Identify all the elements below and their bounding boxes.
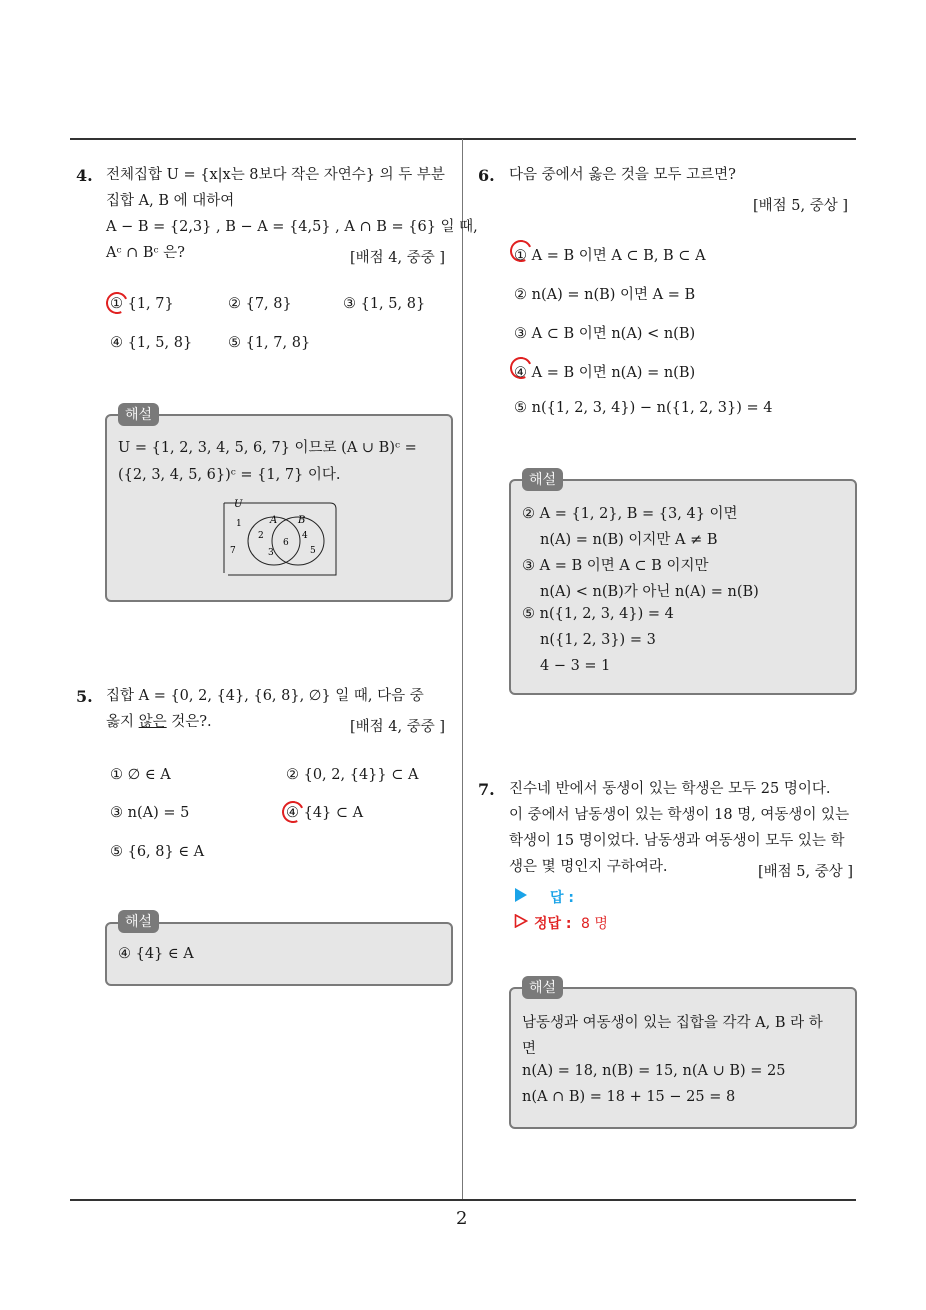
question-text: 이 중에서 남동생이 있는 학생이 18 명, 여동생이 있는 — [509, 807, 850, 823]
explanation-line: n(A) < n(B)가 아닌 n(A) = n(B) — [540, 584, 759, 600]
option-3[interactable]: ③ n(A) = 5 — [110, 805, 190, 821]
option-3[interactable]: ③ A ⊂ B 이면 n(A) < n(B) — [514, 326, 696, 342]
venn-label-b: B — [298, 515, 306, 526]
question-text: A − B = {2,3} , B − A = {4,5} , A ∩ B = {6} 일 때, — [106, 219, 478, 235]
column-divider — [462, 139, 463, 1201]
question-text-part: 옳지 — [106, 714, 139, 730]
answer-label: 답 : — [550, 890, 574, 906]
outline-triangle-icon — [514, 914, 528, 928]
venn-element: 1 — [236, 519, 242, 529]
explanation-line: n({1, 2, 3}) = 3 — [540, 632, 656, 648]
question-text: 진수네 반에서 동생이 있는 학생은 모두 25 명이다. — [509, 781, 831, 797]
question-text: 생은 몇 명인지 구하여라. — [509, 859, 668, 875]
question-number: 5. — [76, 687, 93, 706]
explanation-line: 4 − 3 = 1 — [540, 658, 611, 674]
question-text: 집합 A, B 에 대하여 — [106, 193, 235, 209]
explanation-text: ({2, 3, 4, 5, 6})ᶜ = {1, 7} 이다. — [118, 467, 341, 483]
explanation-line: n(A ∩ B) = 18 + 15 − 25 = 8 — [522, 1089, 736, 1105]
score-label: [배점 4, 중중 ] — [350, 719, 446, 735]
venn-element: 2 — [258, 531, 264, 541]
play-triangle-icon — [514, 888, 528, 902]
explanation-text: ④ {4} ∈ A — [118, 946, 194, 962]
option-1[interactable]: ① A = B 이면 A ⊂ B, B ⊂ A — [514, 248, 706, 264]
correct-answer-value: 8 명 — [581, 916, 608, 932]
option-2[interactable]: ② {0, 2, {4}} ⊂ A — [286, 767, 419, 783]
explanation-tag: 해설 — [118, 403, 159, 426]
option-4[interactable]: ④ {4} ⊂ A — [286, 805, 364, 821]
underlined-word: 않은 — [138, 714, 167, 730]
question-text-part: 것은?. — [166, 714, 212, 730]
question-number: 6. — [478, 166, 495, 185]
correct-answer-label: 정답 : — [534, 916, 572, 932]
question-number: 7. — [478, 780, 495, 799]
venn-diagram — [220, 493, 342, 581]
question-text: 학생이 15 명이었다. 남동생과 여동생이 모두 있는 학 — [509, 833, 845, 849]
option-1[interactable]: ① {1, 7} — [110, 296, 174, 312]
score-label: [배점 5, 중상 ] — [753, 198, 849, 214]
question-text: Aᶜ ∩ Bᶜ 은? — [106, 245, 185, 261]
venn-label-u: U — [234, 499, 243, 510]
bottom-rule — [70, 1199, 856, 1201]
venn-element: 4 — [302, 531, 308, 541]
question-text: 집합 A = {0, 2, {4}, {6, 8}, ∅} 일 때, 다음 중 — [106, 688, 424, 704]
explanation-line: 면 — [522, 1041, 537, 1057]
score-label: [배점 4, 중중 ] — [350, 250, 446, 266]
explanation-text: U = {1, 2, 3, 4, 5, 6, 7} 이므로 (A ∪ B)ᶜ = — [118, 440, 417, 456]
explanation-line: ⑤ n({1, 2, 3, 4}) = 4 — [522, 606, 674, 622]
question-text: 전체집합 U = {x|x는 8보다 작은 자연수} 의 두 부분 — [106, 167, 445, 183]
venn-element: 3 — [268, 548, 274, 558]
page-number: 2 — [456, 1208, 468, 1229]
venn-element: 6 — [283, 538, 289, 548]
option-2[interactable]: ② {7, 8} — [228, 296, 292, 312]
explanation-tag: 해설 — [522, 468, 563, 491]
option-4[interactable]: ④ A = B 이면 n(A) = n(B) — [514, 365, 696, 381]
option-5[interactable]: ⑤ {1, 7, 8} — [228, 335, 311, 351]
explanation-line: n(A) = n(B) 이지만 A ≠ B — [540, 532, 718, 548]
explanation-line: 남동생과 여동생이 있는 집합을 각각 A, B 라 하 — [522, 1015, 823, 1031]
option-1[interactable]: ① ∅ ∈ A — [110, 767, 171, 783]
score-label: [배점 5, 중상 ] — [758, 864, 854, 880]
explanation-line: ③ A = B 이면 A ⊂ B 이지만 — [522, 558, 709, 574]
explanation-tag: 해설 — [118, 910, 159, 933]
option-5[interactable]: ⑤ {6, 8} ∈ A — [110, 844, 205, 860]
option-2[interactable]: ② n(A) = n(B) 이면 A = B — [514, 287, 696, 303]
question-text — [106, 715, 212, 730]
option-5[interactable]: ⑤ n({1, 2, 3, 4}) − n({1, 2, 3}) = 4 — [514, 400, 773, 416]
venn-element: 5 — [310, 546, 316, 556]
option-4[interactable]: ④ {1, 5, 8} — [110, 335, 193, 351]
explanation-tag: 해설 — [522, 976, 563, 999]
question-number: 4. — [76, 166, 93, 185]
venn-label-a: A — [270, 515, 278, 526]
explanation-line: n(A) = 18, n(B) = 15, n(A ∪ B) = 25 — [522, 1063, 786, 1079]
venn-element: 7 — [230, 546, 236, 556]
explanation-line: ② A = {1, 2}, B = {3, 4} 이면 — [522, 506, 738, 522]
option-3[interactable]: ③ {1, 5, 8} — [343, 296, 426, 312]
question-text: 다음 중에서 옳은 것을 모두 고르면? — [509, 167, 736, 183]
explanation-box — [509, 987, 857, 1129]
